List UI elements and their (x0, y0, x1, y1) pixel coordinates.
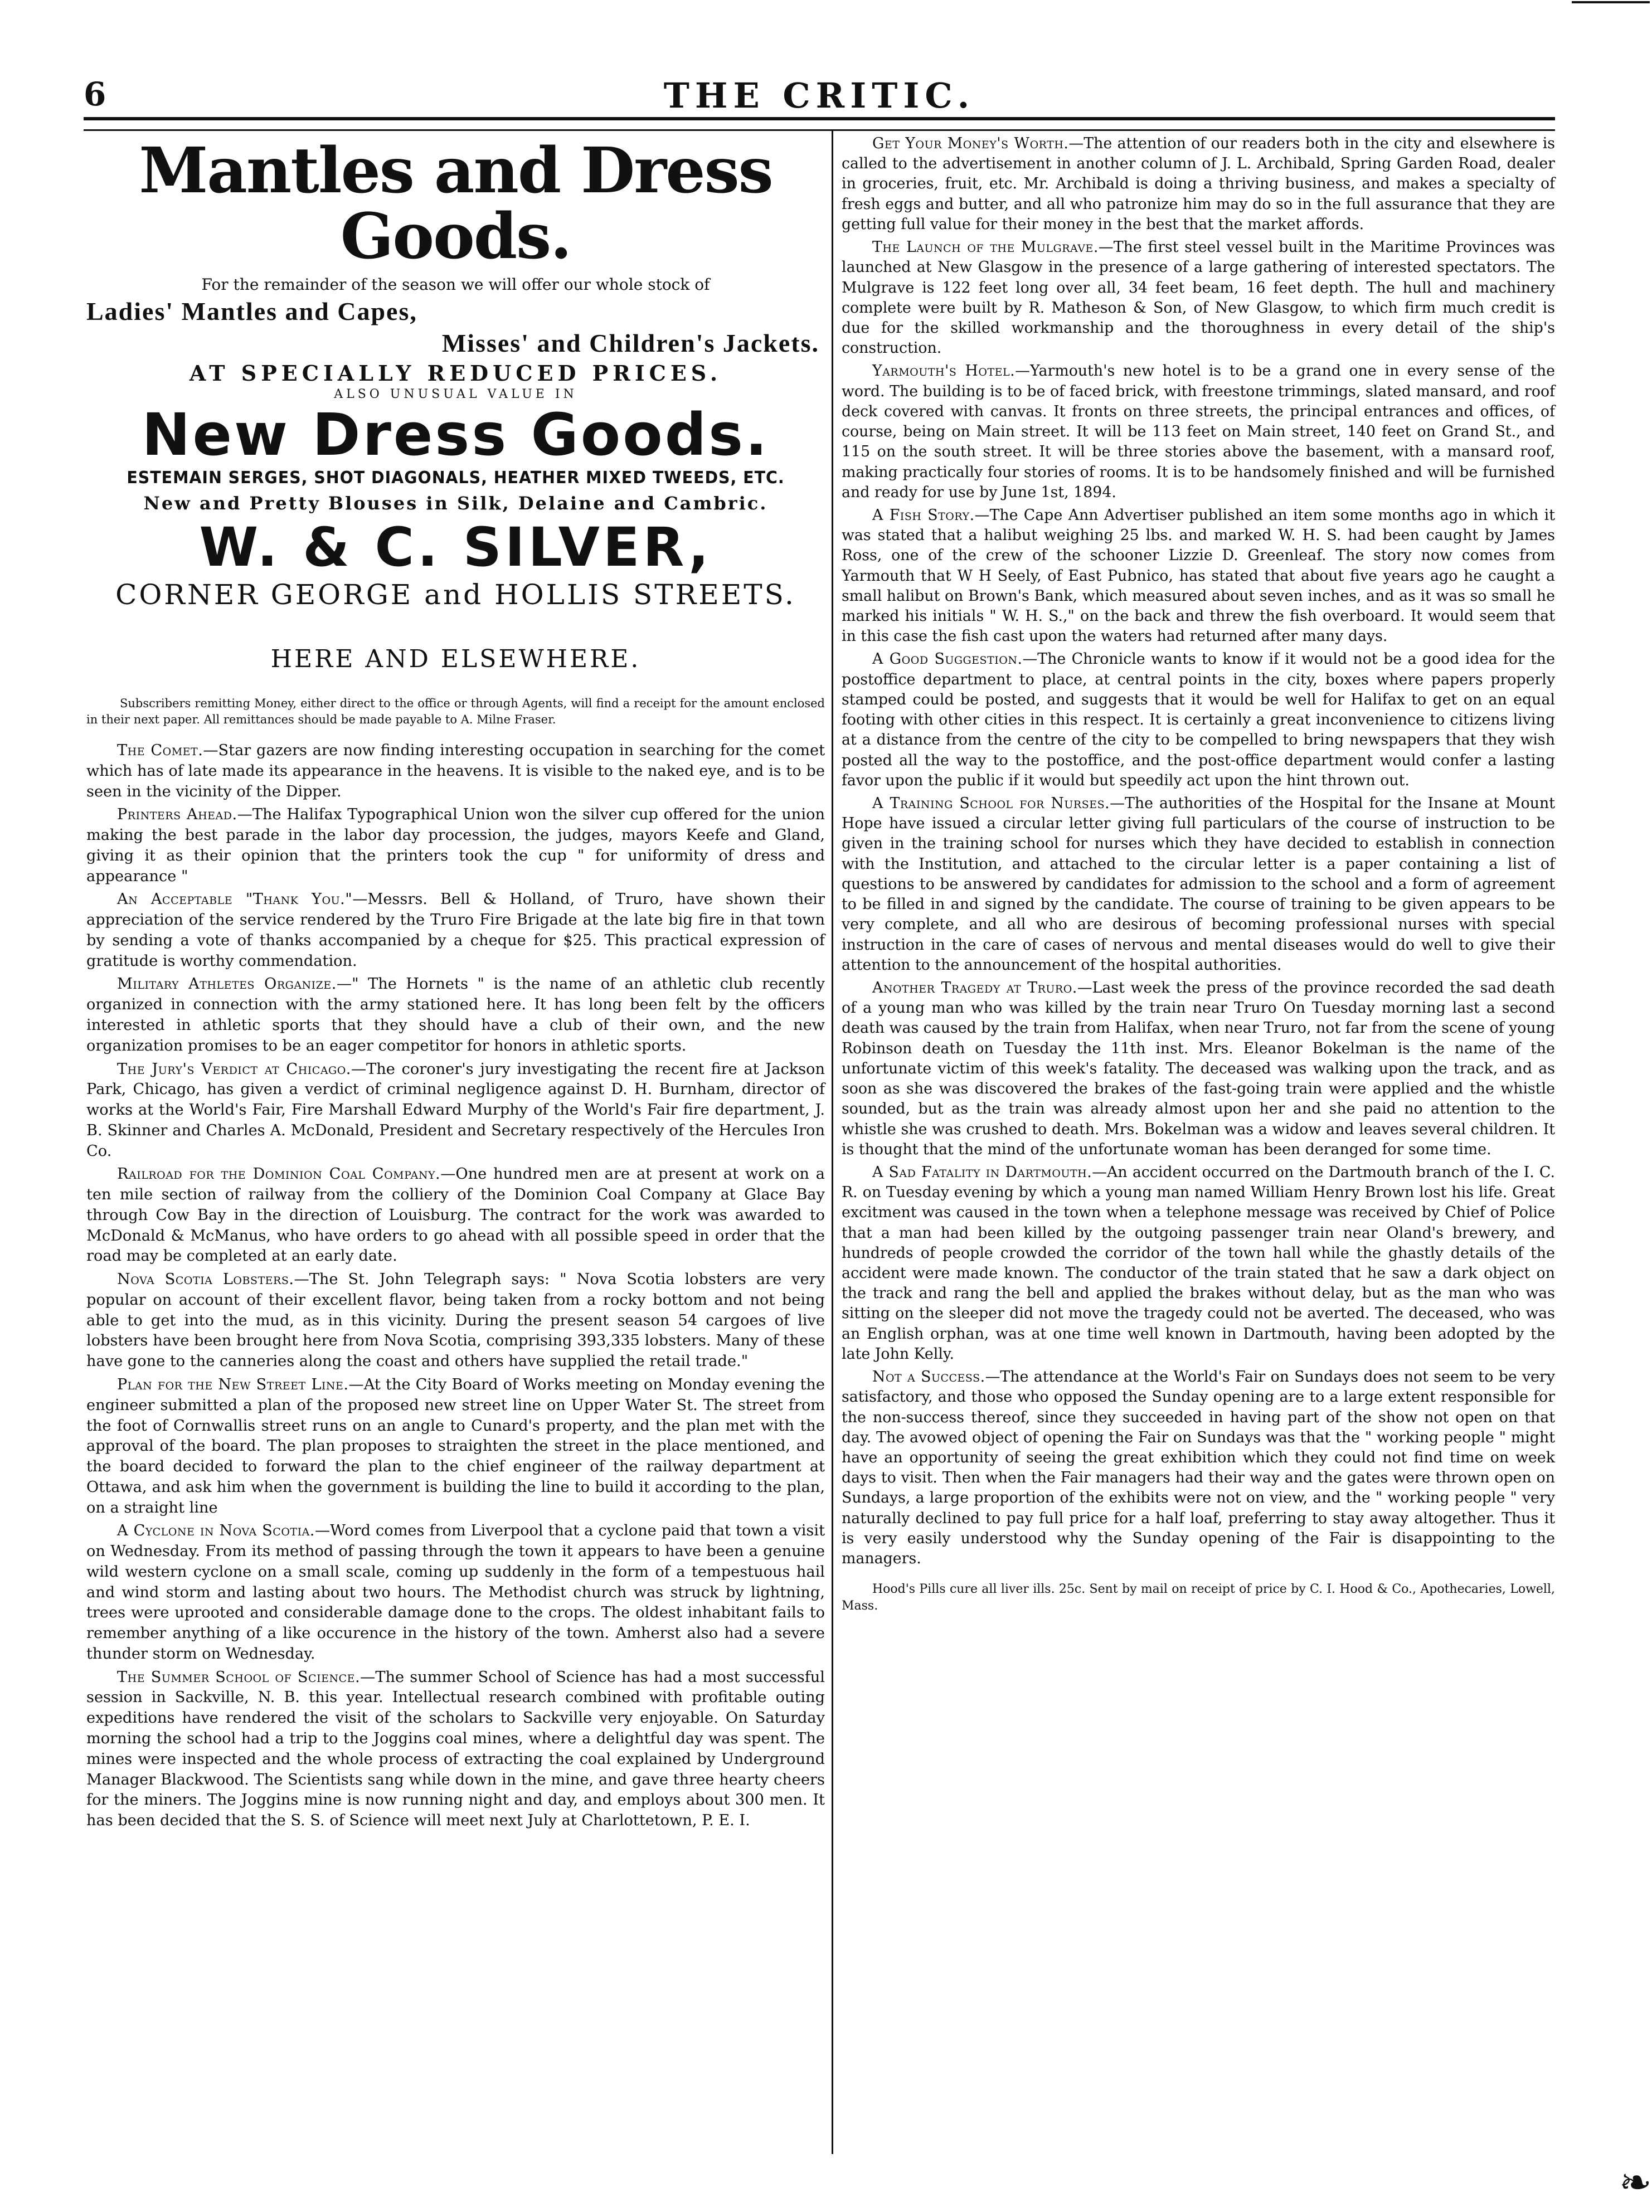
news-item (842, 1163, 1555, 1364)
page-header (84, 75, 1555, 114)
news-item-body: —Yarmouth's new hotel is to be a grand one in every sense of the word. The building is to be of faced brick, with freestone trimmings, slated mansard, and roof deck covered with canvas. It fronts on three streets, the principal entrances and offices, of course, being on Main street. It will be 113 feet on Main street, 140 feet on Grand St., and 115 on the south street. It will be three stories above the basement, with a mansard roof, making practically four stories of rooms. It is to be handsomely finished and will be furnished and ready for use by June 1st, 1894. (842, 362, 1555, 501)
left-articles (86, 741, 825, 1831)
news-item (86, 1667, 825, 1831)
news-item (842, 134, 1555, 235)
news-item-body: —At the City Board of Works meeting on Monday evening the engineer submitted a plan of the proposed new street line on Upper Water St. The street from the foot of Cornwallis street runs on an angle to Cunard's property, and the plan met with the approval of the board. The plan proposes to straighten the street in the place mentioned, and the board decided to forward the plan to the chief engineer of the railway department at Ottawa, and ask him when the government is building the line to build it according to the plan, on a straight line (86, 1376, 825, 1516)
news-item (842, 649, 1555, 791)
news-item-body: —The Halifax Typographical Union won the silver cup offered for the union making the best parade in the labor day procession, the judges, mayors Keefe and Gland, giving it as their opinion that the printers took the cup " for uniformity of dress and appearance " (86, 806, 825, 885)
ad-fabrics: ESTEMAIN SERGES, SHOT DIAGONALS, HEATHER MIXED TWEEDS, ETC. (127, 468, 785, 488)
right-articles (842, 134, 1555, 1569)
news-item (86, 1164, 825, 1267)
news-item-body: —" The Hornets " is the name of an athletic club recently organized in connection with the army stationed here. It has long been felt by the officers interested in athletic sports that they should have a club of their own, and the new organization promises to be an eager competitor for honors in athletic sports. (86, 975, 825, 1054)
news-item-heading: The Comet. (117, 742, 203, 760)
news-item (842, 1367, 1555, 1569)
news-item-body: —The summer School of Science has had a most successful session in Sackville, N. B. this year. Intellectual research combined with profitable outing expeditions have rendered the visit of the scholars to Sackville very enjoyable. On Saturday morning the school had a trip to the Joggins coal mines, where a delightful day was spent. The mines were inspected and the whole process of extracting the coal explained by Underground Manager Blackwood. The Scientists sang while down in the mine, and gave three hearty cheers for the miners. The Joggins mine is now running night and day, and employs about 300 men. It has been decided that the S. S. of Science will meet next July at Charlottetown, P. E. I. (86, 1668, 825, 1830)
news-item-body: —Last week the press of the province recorded the sad death of a young man who was killed by the train near Truro On Tuesday morning last a second death was caused by the train from Halifax, when near Truro, not far from the scene of young Robinson death on Tuesday the 11th inst. Mrs. Eleanor Bokelman is the name of the unfortunate victim of this week's fatality. The deceased was walking upon the track, and as soon as she was discovered the brakes of the fast-going train were applied and the whistle sounded, but as the train was already almost upon her and she paid no attention to the whistle she was crushed to death. Mrs. Bokelman was a widow and leaves several children. It is thought that the mind of the unfortunate woman has been deranged for some time. (842, 979, 1555, 1158)
news-item-heading: Get Your Money's Worth. (872, 135, 1069, 152)
news-item-body: —The attention of our readers both in the city and elsewhere is called to the advertisement in another column of J. L. Archibald, Spring Garden Road, dealer in groceries, fruit, etc. Mr. Archibald is doing a thriving business, and makes a specialty of fresh eggs and butter, and all who patronize him may do so in the full assurance that they are getting full value for their money in the best that the market affords. (842, 135, 1556, 233)
news-item-heading: A Cyclone in Nova Scotia. (117, 1522, 315, 1540)
ad-line-ladies: Ladies' Mantles and Capes, (86, 296, 417, 325)
news-item-heading: A Good Suggestion. (872, 650, 1023, 668)
silver-advertisement (86, 134, 825, 611)
news-item (86, 741, 825, 802)
ad-intro: For the remainder of the season we will offer our whole stock of (201, 275, 710, 294)
news-item-heading: A Fish Story. (872, 506, 975, 524)
news-item-body: —Messrs. Bell & Holland, of Truro, have shown their appreciation of the service rendered by the Truro Fire Brigade at the late big fire in that town by sending a vote of thanks accompanied by a cheque for $25. This practical expression of gratitude is worthy commendation. (86, 891, 825, 970)
news-item-body: —Word comes from Liverpool that a cyclone paid that town a visit on Wednesday. From its method of passing through the town it appears to have been a genuine wild western cyclone on a small scale, coming up suddenly in the form of a tempestuous hail and wind storm and lasting about two hours. The Methodist church was struck by lightning, trees were uprooted and considerable damage done to the crops. The oldest inhabitant fails to remember anything of a like occurence in the history of the town. Amherst also had a severe thunder storm on Wednesday. (86, 1522, 825, 1662)
corner-ornament: ❧ (1619, 2160, 1652, 2205)
news-item-body: —Star gazers are now finding interesting occupation in searching for the comet which has of late made its appearance in the heavens. It is visible to the naked eye, and is to be seen in the vicinity of the Dipper. (86, 742, 825, 800)
corner-rule (1572, 1, 1650, 3)
news-item (842, 794, 1555, 975)
news-item (86, 1059, 825, 1162)
ad-title: Mantles and Dress Goods. (139, 134, 772, 273)
news-item (86, 1521, 825, 1664)
news-item (842, 505, 1555, 647)
ad-also: ALSO UNUSUAL VALUE IN (334, 387, 577, 401)
news-item (86, 1375, 825, 1518)
news-item (86, 805, 825, 887)
hoods-pills-ad: Hood's Pills cure all liver ills. 25c. Sent by mail on receipt of price by C. I. Hood & Co., Apothecaries, Lowell, Mass. (842, 1582, 1555, 1613)
news-item-heading: A Sad Fatality in Dartmouth. (872, 1163, 1092, 1181)
news-item-heading: The Summer School of Science. (117, 1668, 361, 1686)
news-item (86, 889, 825, 971)
news-item-heading: The Jury's Verdict at Chicago. (117, 1060, 351, 1078)
column-divider (832, 131, 833, 2154)
news-item-body: —The Chronicle wants to know if it would not be a good idea for the postoffice department to place, at central points in the city, boxes where papers properly stamped could be posted, and suggests that it would be well for Halifax to get on an equal footing with other cities in this respect. It is certainly a great inconvenience to citizens living at a distance from the centre of the city to be compelled to bring newspapers that they wish posted all the way to the postoffice, and the post-office department would confer a lasting favor upon the public if it would but speedily act upon the hint thrown out. (842, 650, 1555, 789)
news-item-body: —One hundred men are at present at work on a ten mile section of railway from the colliery of the Dominion Coal Company at Glace Bay through Cow Bay in the direction of Louisburg. The contract for the work was awarded to McDonald & McManus, who have orders to go ahead with all possible speed in order that the road may be completed at an early date. (86, 1165, 825, 1265)
subscriber-notice: Subscribers remitting Money, either direct to the office or through Agents, will find a receipt for the amount enclosed in their next paper. All remittances should be made payable to A. Milne Fraser. (86, 697, 825, 726)
news-item-heading: Military Athletes Organize. (117, 975, 337, 993)
ad-new-dress-goods: New Dress Goods. (142, 400, 770, 469)
news-item (842, 978, 1555, 1160)
news-item-heading: An Acceptable "Thank You." (117, 891, 353, 908)
news-item-heading: Plan for the New Street Line. (117, 1376, 349, 1393)
right-column (842, 134, 1555, 1627)
news-item-body: —The authorities of the Hospital for the Insane at Mount Hope have issued a circular letter giving full particulars of the course of instruction to be given in the training school for nurses which they have decided to establish in connection with the Institution, and attached to the circular letter is a paper containing a list of questions to be answered by candidates for admission to the school and a form of agreement to be filled in and signed by the candidate. The course of training to be given appears to be very complete, and all who are desirous of becoming professional nurses with special instruction in the care of cases of nervous and mental diseases would do well to give their attention to the announcement of the hospital authorities. (842, 795, 1555, 974)
news-item-heading: Another Tragedy at Truro. (872, 979, 1077, 996)
news-item-heading: Nova Scotia Lobsters. (117, 1271, 294, 1289)
news-item-body: —The Cape Ann Advertiser published an item some months ago in which it was stated that a halibut weighing 25 lbs. and marked W. H. S. had been caught by James Ross, one of the crew of the schooner Lizzie D. Greenleaf. The story now comes from Yarmouth that W H Seely, of East Pubnico, has stated that about five years ago he caught a small halibut on Brown's Bank, which measured about seven inches, and as it was so small he marked his initials " W. H. S.," on the back and threw the fish overboard. It would seem that in this case the fish cast upon the waters had returned after many days. (842, 506, 1555, 645)
ad-line-misses: Misses' and Children's Jackets. (441, 329, 819, 358)
news-item-heading: Railroad for the Dominion Coal Company. (117, 1165, 441, 1183)
news-item-heading: Yarmouth's Hotel. (872, 362, 1016, 380)
news-item-body: —The St. John Telegraph says: " Nova Scotia lobsters are very popular on account of their excellent flavor, being taken from a rocky bottom and not being able to get into the mud, as in this vicinity. During the present season 54 cargoes of live lobsters have been brought here from Nova Scotia, comprising 393,335 lobsters. Many of these have gone to the canneries along the coast and others have supplied the retail trade." (86, 1271, 825, 1370)
news-item-heading: Not a Success. (872, 1368, 985, 1386)
ad-address: CORNER GEORGE and HOLLIS STREETS. (115, 578, 796, 611)
ad-firm-name: W. & C. SILVER, (199, 516, 712, 578)
news-item-body: —The coroner's jury investigating the recent fire at Jackson Park, Chicago, has given a verdict of criminal negligence against D. H. Burnham, director of works at the World's Fair, Fire Marshall Edward Murphy of the World's Fair fire department, J. B. Skinner and Charles A. McDonald, President and Secretary respectively of the Hercules Iron Co. (86, 1060, 825, 1160)
news-item-heading: Printers Ahead. (117, 806, 237, 824)
section-title: HERE AND ELSEWHERE. (270, 645, 641, 674)
news-item-heading: The Launch of the Mulgrave. (872, 239, 1099, 256)
ad-special-prices: AT SPECIALLY REDUCED PRICES. (189, 360, 722, 386)
news-item (842, 237, 1555, 358)
ad-blouses: New and Pretty Blouses in Silk, Delaine and Cambric. (143, 492, 768, 514)
news-item-body: —The attendance at the World's Fair on Sundays does not seem to be very satisfactory, and those who opposed the Sunday opening are to a large extent responsible for the non-success thereof, since they succeeded in having part of the show not open on that day. The avowed object of opening the Fair on Sundays was that the " working people " might have an opportunity of seeing the great exhibition which they could not find time on week days to visit. Then when the Fair managers had their way and the gates were thrown open on Sundays, a large proportion of the exhibits were not on view, and the " working people " very naturally declined to pay full price for a half loaf, preferring to stay away altogether. Thus it is very easily understood why the Sunday opening of the Fair is disappointing to the managers. (842, 1368, 1555, 1568)
news-item (86, 974, 825, 1056)
news-item (86, 1270, 825, 1372)
news-item (842, 361, 1555, 503)
news-item-body: —An accident occurred on the Dartmouth branch of the I. C. R. on Tuesday evening by which a young man named William Henry Brown lost his life. Great excitment was caused in the town when a telephone message was received by Chief of Police that a man had been killed by the outgoing passenger train near Oland's brewery, and hundreds of people crowded the corridor of the town hall while the ghastly details of the accident were made known. The conductor of the train stated that he saw a dark object on the track and rang the bell and applied the brakes without delay, but as the man who was sitting on the sleeper did not move the tragedy could not be averted. The deceased, who was an English orphan, was at one time well known in Dartmouth, having been adopted by the late John Kelly. (842, 1163, 1555, 1363)
header-rule (84, 117, 1555, 131)
masthead: THE CRITIC. (663, 75, 975, 116)
page-number: 6 (84, 75, 106, 113)
news-item-body: —The first steel vessel built in the Maritime Provinces was launched at New Glasgow in the presence of a large gathering of interested spectators. The Mulgrave is 122 feet long over all, 34 feet beam, 16 feet depth. The hull and machinery complete were built by R. Matheson & Son, of New Glasgow, to which firm much credit is due for the skilled workmanship and the thoroughness in every detail of the ship's construction. (842, 239, 1556, 357)
left-column (86, 134, 825, 1834)
news-item-heading: A Training School for Nurses. (872, 795, 1110, 812)
